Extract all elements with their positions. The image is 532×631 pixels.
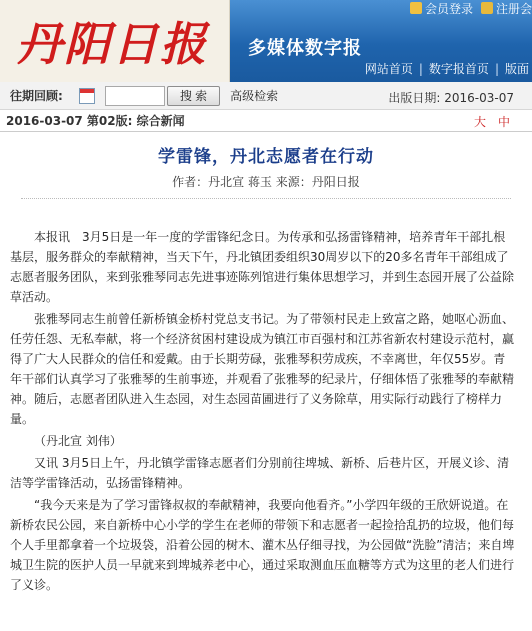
site-header — [0, 0, 532, 82]
article-title: 学雷锋，丹北志愿者在行动 — [158, 147, 374, 167]
nav-edition[interactable]: 版面 — [504, 62, 529, 76]
register-icon — [481, 2, 493, 14]
font-large-button[interactable]: 大 — [473, 115, 486, 129]
nav-home[interactable]: 网站首页 — [364, 62, 413, 76]
nav-separator: | — [418, 62, 423, 76]
register-link[interactable]: 注册会 — [481, 0, 532, 16]
site-subtitle: 多媒体数字报 — [248, 38, 362, 59]
nav-digital-home[interactable]: 数字报首页 — [428, 62, 489, 76]
member-login-link[interactable]: 会员登录 — [410, 0, 473, 16]
past-issues-label: 往期回顾: — [10, 89, 63, 103]
article-paragraph: 张雅琴同志生前曾任新桥镇金桥村党总支书记。为了带领村民走上致富之路，她呕心沥血、任劳任怨、无私奉献，将一个经济贫困村建设成为镇江市百强村和江苏省新农村建设示范村，赢得了广大人民群众的信任和爱戴。由于长期劳碌，张雅琴积劳成疾，不幸离世，年仅55岁。青年干部们认真学习了张雅琴的生前事迹，并观看了张雅琴的纪录片，仔细体悟了张雅琴的奉献精神。随后，志愿者团队进入生态园，对生态园苗圃进行了义务除草，用实际行动践行了榜样力量。 — [10, 312, 515, 426]
site-logo[interactable]: 丹阳日报 — [16, 17, 208, 71]
article-paragraph: 又讯 3月5日上午，丹北镇学雷锋志愿者们分别前往埤城、新桥、后巷片区，开展义诊、清洁等学雷锋活动，弘扬雷锋精神。 — [10, 456, 510, 490]
top-links — [410, 0, 532, 16]
logo-area[interactable] — [0, 0, 230, 82]
edition-bar — [0, 110, 532, 132]
font-medium-button[interactable]: 中 — [497, 115, 510, 129]
search-button[interactable]: 搜 索 — [167, 86, 220, 106]
article-paragraph: （丹北宣 刘伟） — [34, 434, 122, 448]
article-body — [0, 199, 532, 595]
header-nav — [362, 60, 532, 77]
search-bar — [0, 82, 532, 110]
edition-info: 2016-03-07 第02版: 综合新闻 — [6, 114, 185, 128]
font-size-control — [468, 113, 516, 130]
lock-icon — [410, 2, 422, 14]
advanced-search-link[interactable]: 高级检索 — [230, 89, 279, 103]
publication-date: 出版日期: 2016-03-07 — [388, 91, 514, 105]
calendar-icon[interactable] — [79, 88, 95, 104]
date-input[interactable] — [105, 86, 165, 106]
article-byline: 作者：丹北宣 蒋玉 来源：丹阳日报 — [172, 175, 360, 189]
article-paragraph: 本报讯 3月5日是一年一度的学雷锋纪念日。为传承和弘扬雷锋精神，培养青年干部扎根基层，服务群众的奉献精神，当天下午，丹北镇团委组织30周岁以下的20多名青年干部组成了志愿者服务团队，来到张雅琴同志先进事迹陈列馆进行集体思想学习，并到生态园开展了公益除草活动。 — [10, 230, 515, 304]
nav-separator: | — [494, 62, 499, 76]
article-paragraph: “我今天来是为了学习雷锋叔叔的奉献精神，我要向他看齐。”小学四年级的王欣妍说道。在新桥农民公园，来自新桥中心小学的学生在老师的带领下和志愿者一起捡拾乱扔的垃圾，他们每个人手里都拿着一个垃圾袋，沿着公园的树木、灌木丛仔细寻找，为公园做“洗脸”清洁；来自埤城卫生院的医护人员一早就来到埤城养老中心，通过采取测血压血糖等方式为这里的老人们进行了义诊。 — [10, 498, 515, 592]
